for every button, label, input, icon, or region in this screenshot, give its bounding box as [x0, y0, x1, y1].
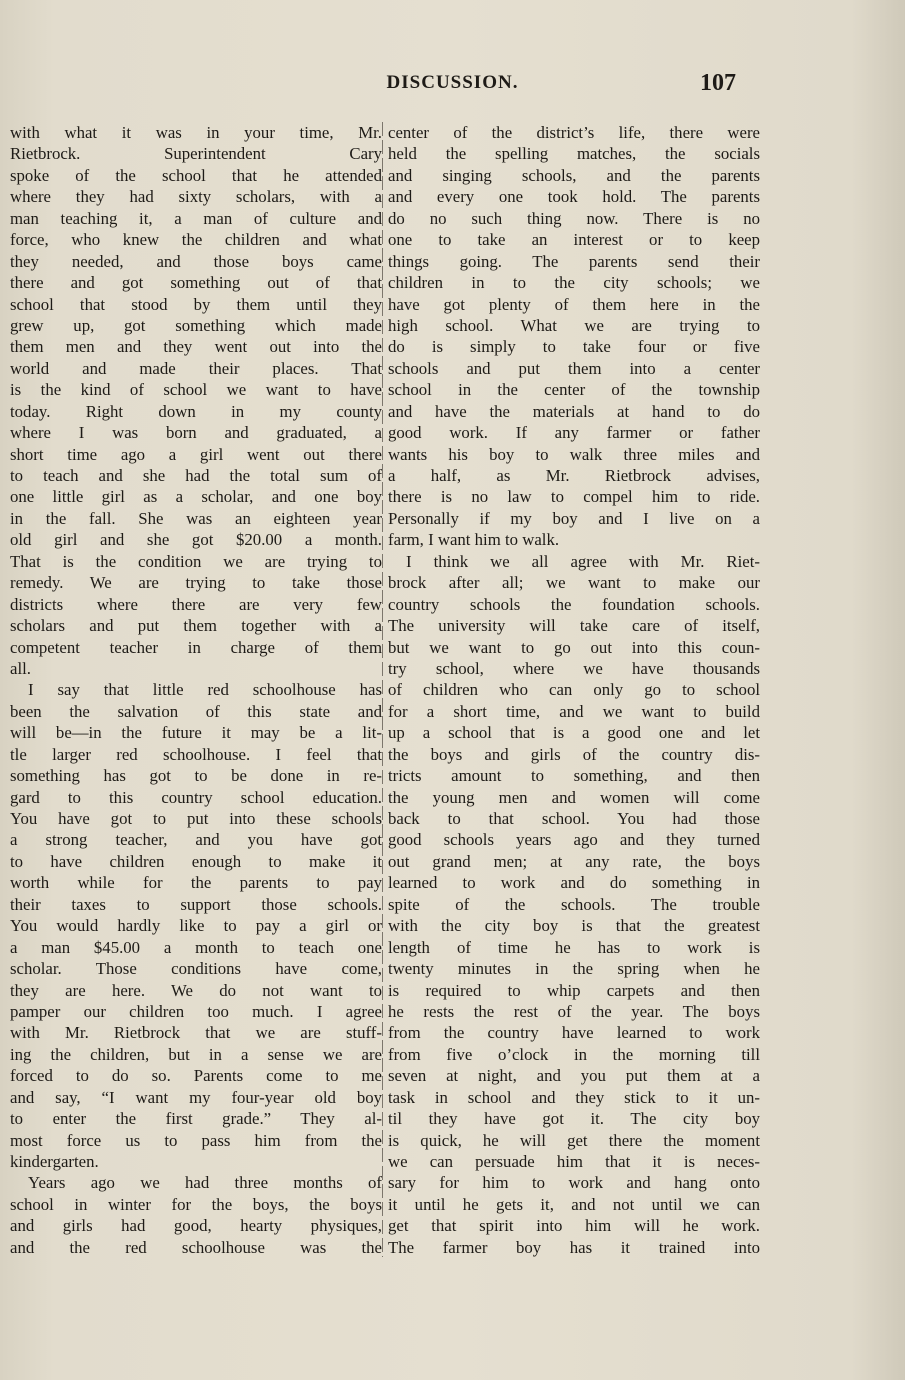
text-line: all. — [10, 658, 31, 678]
text-line: learned to work and do something in — [388, 873, 760, 893]
text-line: You have got to put into these schools — [10, 809, 382, 828]
text-line: high school. What we are trying to — [388, 315, 760, 335]
text-line: do no such thing now. There is no — [388, 208, 760, 228]
text-line: and girls had good, hearty physiques, — [10, 1216, 382, 1236]
text-line: children in to the city schools; we — [388, 273, 760, 293]
text-line: good schools years ago and they turned — [388, 830, 760, 850]
text-line: spoke of the school that he attended — [10, 165, 382, 185]
text-line: with what it was in your time, Mr. — [10, 123, 382, 142]
text-line: and have the materials at hand to do — [388, 401, 760, 421]
text-line: from the country have learned to work — [388, 1023, 760, 1043]
text-line: ing the children, but in a sense we are — [10, 1044, 382, 1064]
text-line: today. Right down in my county — [10, 401, 382, 421]
text-line: farm, I want him to walk. — [388, 530, 560, 550]
text-line: a strong teacher, and you have got — [10, 830, 382, 850]
text-line: old girl and she got $20.00 a month. — [10, 530, 382, 550]
text-line: to have children enough to make it — [10, 851, 382, 871]
right-text-column — [388, 122, 760, 1258]
text-line: country schools the foundation schools. — [388, 594, 760, 614]
text-line: he rests the rest of the year. The boys — [388, 1001, 760, 1021]
text-line: short time ago a girl went out there — [10, 444, 382, 464]
text-line: get that spirit into him will he work. — [388, 1216, 760, 1236]
text-line: with Mr. Rietbrock that we are stuff- — [10, 1023, 382, 1043]
text-line: them men and they went out into the — [10, 337, 382, 357]
text-line: a man $45.00 a month to teach one — [10, 937, 382, 957]
text-line: most force us to pass him from the — [10, 1130, 382, 1150]
text-line: the boys and girls of the country dis- — [388, 744, 760, 764]
text-line: school in winter for the boys, the boys — [10, 1194, 382, 1214]
text-line: try school, where we have thousands — [388, 658, 760, 678]
text-line: something has got to be done in re- — [10, 766, 382, 786]
text-line: things going. The parents send their — [388, 251, 760, 271]
text-line: You would hardly like to pay a girl or — [10, 916, 382, 936]
text-line: and say, “I want my four-year old boy — [10, 1087, 382, 1107]
text-line: sary for him to work and hang onto — [388, 1173, 760, 1193]
text-line: grew up, got something which made — [10, 315, 382, 335]
text-line: with the city boy is that the greatest — [388, 916, 760, 936]
text-line: it until he gets it, and not until we can — [388, 1194, 760, 1214]
text-line: their taxes to support those schools. — [10, 894, 382, 914]
text-line: spite of the schools. The trouble — [388, 894, 760, 914]
text-line: from five o’clock in the morning till — [388, 1044, 760, 1064]
text-line: brock after all; we want to make our — [388, 573, 760, 593]
text-line: there and got something out of that — [10, 273, 382, 293]
text-line: Personally if my boy and I live on a — [388, 508, 760, 528]
text-line: up a school that is a good one and let — [388, 723, 760, 743]
text-line: will be—in the future it may be a lit- — [10, 723, 382, 743]
text-line: is quick, he will get there the moment — [388, 1130, 760, 1150]
text-line: Years ago we had three months of — [28, 1173, 382, 1193]
running-header-title: DISCUSSION. — [386, 72, 519, 93]
text-line: is the kind of school we want to have — [10, 380, 382, 400]
text-line: world and made their places. That — [10, 358, 382, 378]
text-line: worth while for the parents to pay — [10, 873, 382, 893]
text-line: districts where there are very few — [10, 594, 382, 614]
text-line: and the red schoolhouse was the — [10, 1237, 382, 1257]
text-line: task in school and they stick to it un- — [388, 1087, 760, 1107]
text-line: and every one took hold. The parents — [388, 187, 760, 207]
text-line: pamper our children too much. I agree — [10, 1001, 382, 1021]
text-line: tle larger red schoolhouse. I feel that — [10, 744, 382, 764]
text-line: they needed, and those boys came — [10, 251, 382, 271]
text-line: is required to whip carpets and then — [388, 980, 760, 1000]
text-line: scholars and put them together with a — [10, 616, 382, 636]
text-line: there is no law to compel him to ride. — [388, 487, 760, 507]
text-line: one to take an interest or to keep — [388, 230, 760, 250]
text-line: we can persuade him that it is neces- — [388, 1152, 760, 1171]
text-line: been the salvation of this state and — [10, 701, 382, 721]
text-line: one little girl as a scholar, and one boy — [10, 487, 382, 507]
text-line: kindergarten. — [10, 1152, 99, 1171]
text-line: til they have got it. The city boy — [388, 1109, 760, 1129]
text-line: for a short time, and we want to build — [388, 701, 760, 721]
text-line: The farmer boy has it trained into — [388, 1237, 760, 1257]
text-line: force, who knew the children and what — [10, 230, 382, 250]
text-line: back to that school. You had those — [388, 809, 760, 828]
text-line: I say that little red schoolhouse has — [28, 680, 382, 700]
text-line: to teach and she had the total sum of — [10, 466, 382, 485]
text-line: tricts amount to something, and then — [388, 766, 760, 786]
text-line: in the fall. She was an eighteen year — [10, 508, 382, 528]
text-line: scholar. Those conditions have come, — [10, 959, 382, 979]
text-line: out grand men; at any rate, the boys — [388, 851, 760, 871]
text-line: to enter the first grade.” They al- — [10, 1109, 382, 1129]
left-text-column — [10, 122, 382, 1258]
text-line: but we want to go out into this coun- — [388, 637, 760, 657]
text-line: where they had sixty scholars, with a — [10, 187, 382, 207]
text-line: held the spelling matches, the socials — [388, 144, 760, 164]
text-line: center of the district’s life, there were — [388, 123, 760, 142]
text-line: the young men and women will come — [388, 787, 760, 807]
text-line: do is simply to take four or five — [388, 337, 760, 357]
text-line: forced to do so. Parents come to me — [10, 1066, 382, 1086]
text-line: Rietbrock. Superintendent Cary — [10, 144, 382, 164]
text-line: I think we all agree with Mr. Riet- — [406, 551, 760, 571]
text-line: gard to this country school education. — [10, 787, 382, 807]
text-line: competent teacher in charge of them — [10, 637, 382, 657]
text-line: schools and put them into a center — [388, 358, 760, 378]
text-line: have got plenty of them here in the — [388, 294, 760, 314]
text-line: a half, as Mr. Rietbrock advises, — [388, 466, 760, 485]
text-line: good work. If any farmer or father — [388, 423, 760, 443]
text-line: school in the center of the township — [388, 380, 760, 400]
page-number: 107 — [700, 70, 736, 96]
text-line: man teaching it, a man of culture and — [10, 208, 382, 228]
text-line: remedy. We are trying to take those — [10, 573, 382, 593]
text-line: school that stood by them until they — [10, 294, 382, 314]
text-line: length of time he has to work is — [388, 937, 760, 957]
text-line: and singing schools, and the parents — [388, 165, 760, 185]
text-line: twenty minutes in the spring when he — [388, 959, 760, 979]
text-line: they are here. We do not want to — [10, 980, 382, 1000]
text-line: That is the condition we are trying to — [10, 551, 382, 571]
text-line: where I was born and graduated, a — [10, 423, 382, 443]
text-line: The university will take care of itself, — [388, 616, 760, 636]
text-line: of children who can only go to school — [388, 680, 760, 700]
text-line: seven at night, and you put them at a — [388, 1066, 760, 1086]
column-divider — [382, 122, 383, 1257]
text-line: wants his boy to walk three miles and — [388, 444, 760, 464]
